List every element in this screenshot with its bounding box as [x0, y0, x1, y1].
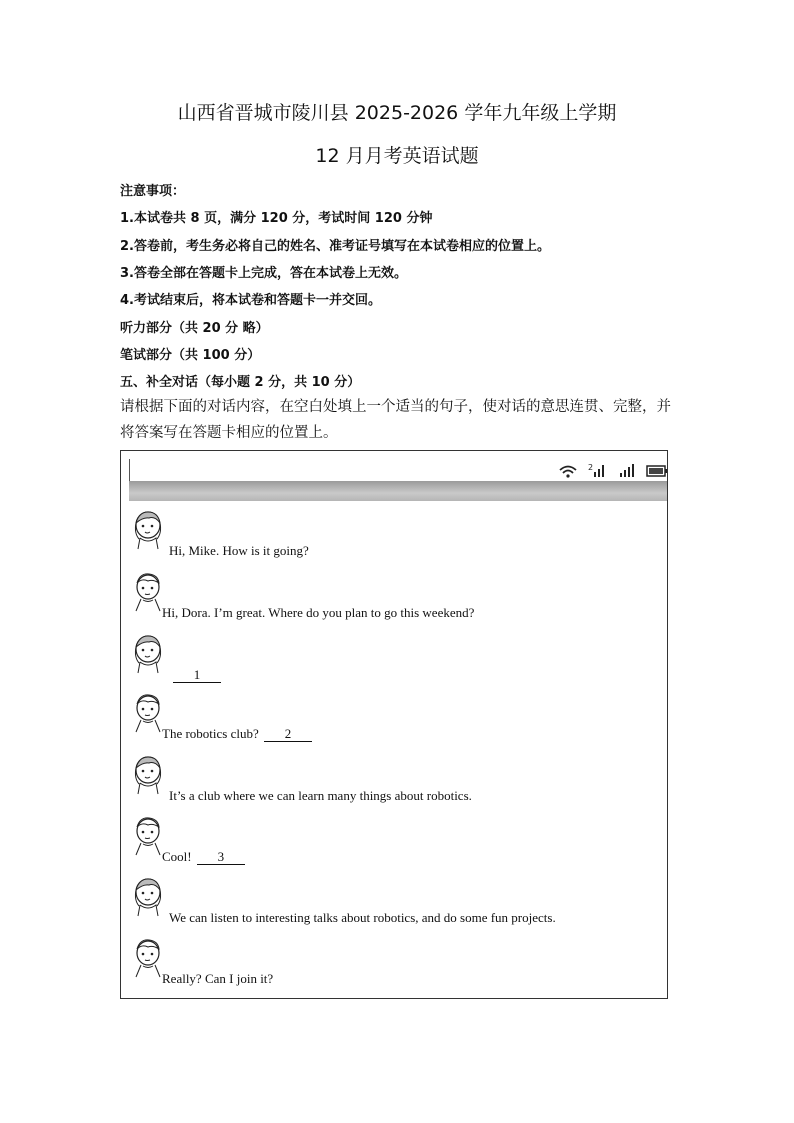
signal-2-icon [588, 462, 608, 478]
dialogue-message [162, 849, 245, 865]
girl-avatar [131, 876, 165, 918]
dialogue-message [162, 605, 474, 621]
dialogue-text: Hi, Mike. How is it going? [169, 543, 309, 558]
dialogue-row [131, 571, 661, 621]
phone-header-band [129, 481, 667, 501]
notes-heading: 注意事项： [120, 184, 186, 199]
dialogue-row [131, 937, 661, 987]
dialogue-frame [120, 450, 668, 999]
boy-avatar [131, 692, 165, 734]
dialogue-message [162, 726, 312, 742]
boy-avatar [131, 571, 165, 613]
dialogue-row [131, 876, 661, 926]
dialogue-row [131, 633, 661, 683]
girl-avatar [131, 754, 165, 796]
dialogue-message [162, 971, 273, 987]
boy-avatar [131, 937, 165, 979]
dialogue-text: Hi, Dora. I’m great. Where do you plan to go this weekend? [162, 605, 475, 620]
exam-title-line2: 12 月月考英语试题 [315, 145, 479, 167]
exam-title-line1: 山西省晋城市陵川县 2025-2026 学年九年级上学期 [177, 102, 617, 124]
wifi-icon [558, 464, 578, 478]
note-item-3: 3.答卷全部在答题卡上完成，答在本试卷上无效。 [120, 266, 407, 281]
battery-icon [646, 464, 668, 478]
dialogue-row [131, 815, 661, 865]
dialogue-row [131, 692, 661, 742]
dialogue-message [169, 910, 556, 926]
dialogue-message [169, 667, 221, 683]
note-item-4: 4.考试结束后，将本试卷和答题卡一并交回。 [120, 293, 381, 308]
dialogue-text: We can listen to interesting talks about robotics, and do some fun projects. [169, 910, 556, 925]
signal-icon [618, 462, 636, 478]
svg-text:2: 2 [588, 463, 594, 472]
dialogue-text: The robotics club? [162, 726, 262, 741]
dialogue-message [169, 543, 309, 559]
status-icons [558, 462, 668, 478]
part5-heading: 五、补全对话（每小题 2 分，共 10 分） [120, 375, 361, 390]
girl-avatar [131, 509, 165, 551]
dialogue-row [131, 754, 661, 804]
note-item-2: 2.答卷前，考生务必将自己的姓名、准考证号填写在本试卷相应的位置上。 [120, 239, 550, 254]
dialogue-row [131, 509, 661, 559]
answer-blank[interactable]: 3 [197, 850, 245, 865]
dialogue-message [169, 788, 472, 804]
note-item-1: 1.本试卷共 8 页，满分 120 分，考试时间 120 分钟 [120, 211, 433, 226]
listening-section-label: 听力部分（共 20 分 略） [120, 321, 269, 336]
dialogue-text: It’s a club where we can learn many things about robotics. [169, 788, 472, 803]
girl-avatar [131, 633, 165, 675]
answer-blank[interactable]: 1 [173, 668, 221, 683]
boy-avatar [131, 815, 165, 857]
dialogue-text: Cool! [162, 849, 195, 864]
answer-blank[interactable]: 2 [264, 727, 312, 742]
writing-section-label: 笔试部分（共 100 分） [120, 348, 261, 363]
part5-instruction: 请根据下面的对话内容，在空白处填上一个适当的句子，使对话的意思连贯、完整，并将答案写在答题卡相应的位置上。 [120, 399, 671, 441]
dialogue-text: Really? Can I join it? [162, 971, 274, 986]
